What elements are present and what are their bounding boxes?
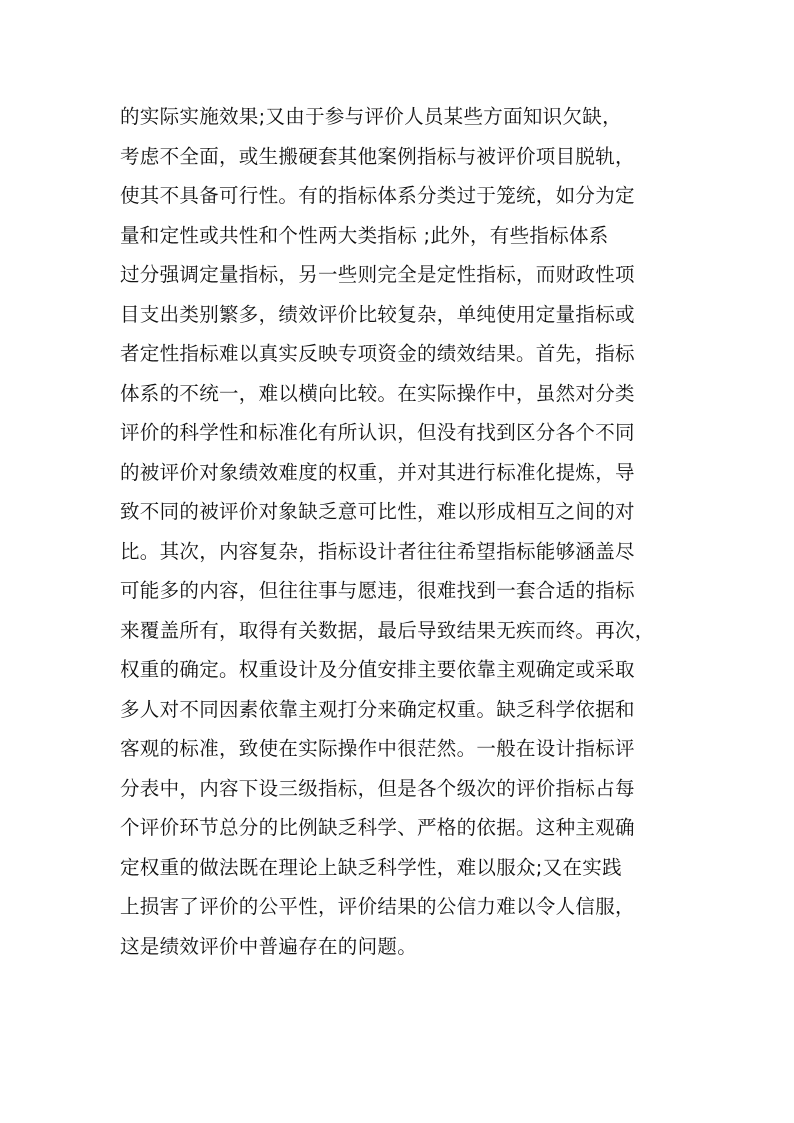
text-line: 过分强调定量指标，另一些则完全是定性指标，而财政性项 bbox=[120, 263, 635, 286]
text-line: 权重的确定。权重设计及分值安排主要依靠主观确定或采取 bbox=[120, 658, 635, 681]
text-line: 多人对不同因素依靠主观打分来确定权重。缺乏科学依据和 bbox=[120, 697, 635, 721]
text-line: 使其不具备可行性。有的指标体系分类过于笼统，如分为定 bbox=[120, 184, 635, 207]
text-line: 体系的不统一，难以横向比较。在实际操作中，虽然对分类 bbox=[120, 381, 635, 405]
text-line: 可能多的内容，但往往事与愿违，很难找到一套合适的指标 bbox=[120, 579, 635, 602]
body-paragraph bbox=[120, 97, 686, 966]
text-line: 致不同的被评价对象缺乏意可比性，难以形成相互之间的对 bbox=[120, 500, 635, 523]
text-line: 比。其次，内容复杂，指标设计者往往希望指标能够涵盖尽 bbox=[120, 539, 635, 563]
text-line: 客观的标准，致使在实际操作中很茫然。一般在设计指标评 bbox=[120, 737, 635, 760]
text-line: 评价的科学性和标准化有所认识，但没有找到区分各个不同 bbox=[120, 421, 635, 444]
text-line: 的实际实施效果;又由于参与评价人员某些方面知识欠缺， bbox=[120, 105, 622, 128]
text-line: 来覆盖所有，取得有关数据，最后导致结果无疾而终。再次， bbox=[120, 618, 655, 642]
text-line: 这是绩效评价中普遍存在的问题。 bbox=[120, 934, 418, 958]
text-line: 分表中，内容下设三级指标，但是各个级次的评价指标占每 bbox=[120, 776, 635, 800]
text-line: 考虑不全面，或生搬硬套其他案例指标与被评价项目脱轨， bbox=[120, 144, 635, 168]
text-line: 定权重的做法既在理论上缺乏科学性，难以服众;又在实践 bbox=[120, 855, 622, 879]
text-line: 目支出类别繁多，绩效评价比较复杂，单纯使用定量指标或 bbox=[120, 302, 635, 326]
text-line: 个评价环节总分的比例缺乏科学、严格的依据。这种主观确 bbox=[120, 816, 635, 839]
text-line: 者定性指标难以真实反映专项资金的绩效结果。首先，指标 bbox=[120, 342, 635, 365]
text-line: 的被评价对象绩效难度的权重，并对其进行标准化提炼，导 bbox=[120, 460, 635, 484]
text-line: 量和定性或共性和个性两大类指标 ;此外，有些指标体系 bbox=[120, 223, 609, 247]
text-line: 上损害了评价的公平性，评价结果的公信力难以令人信服， bbox=[120, 895, 635, 918]
